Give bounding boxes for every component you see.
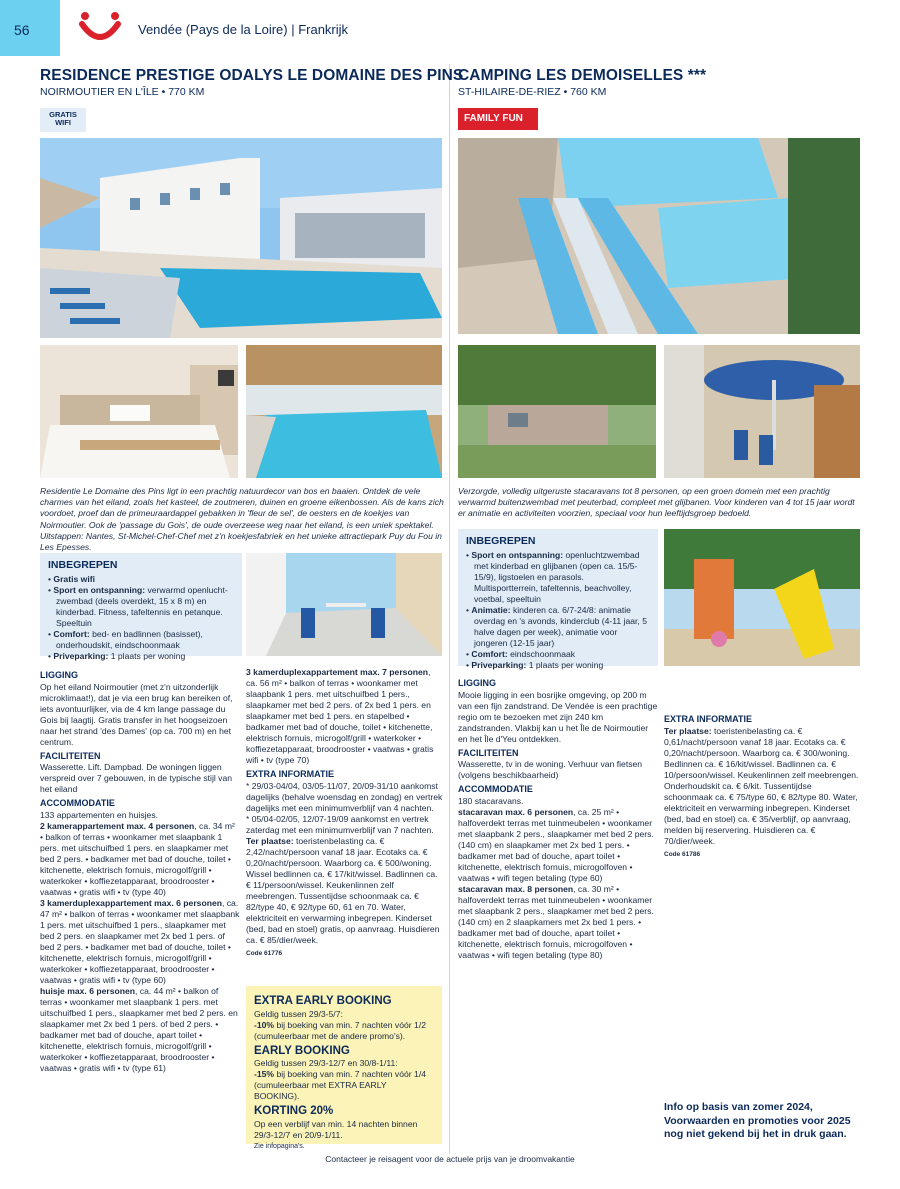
mobile-home-photo [458,345,656,478]
list-item: • Priveparking: 1 plaats per woning [466,660,650,671]
list-item: • Sport en ontspanning: verwarmd openlucht-zwembad (deels overdekt, 15 x 8 m) en kinderbad. Fitness, tafeltennis en petanque. Speeltuin [48,585,234,629]
promo-heading: KORTING 20% [254,1105,334,1118]
accommodation-item: stacaravan max. 6 personen, ca. 25 m² • halfoverdekt terras met tuinmeubelen • woonkamer met slaapbank 2 pers., slaapkamer met bed 2 pers. (140 cm) en slaapkamer met 2x bed 1 pers. • badkamer met bad of douche, apart toilet • kitchenette, elektrisch fornuis, microgolfoven • vaatwas • wifi tegen betaling (type 60) [458,806,654,883]
left-accommodatie-heading: ACCOMMODATIE [40,798,115,809]
right-ligging-text: Mooie ligging in een bosrijke omgeving, op 200 m van een fijn zandstrand. De Vendée is een prachtige regio om te bezoeken met zijn 240 km zandstranden. Vlakbij kan u het Île de Noirmoutier en het Île d'Yeu ontdekken. [458,689,658,744]
pool-photo [40,138,442,338]
left-title: RESIDENCE PRESTIGE ODALYS LE DOMAINE DES PINS [40,67,464,84]
promo-heading: EXTRA EARLY BOOKING [254,995,392,1007]
waterslide-photo [458,138,860,334]
left-ligging-heading: LIGGING [40,670,78,680]
tui-logo-icon [78,10,122,46]
left-subtitle: NOIRMOUTIER EN L'ÎLE • 770 KM [40,86,205,98]
left-extra-3: Ter plaatse: toeristenbelasting ca. € 2,42/nacht/persoon vanaf 18 jaar. Ecotaks ca. € 0,20/nacht/persoon. Waarborg ca. € 500/woning. Wissel bedlinnen ca. € 17/kit/wissel. Badlinnen ca. € 11/persoon/wissel. Keukenlinnen zelf meebrengen. Tussentijdse schoonmaak ca. € 82/type 40, € 92/type 60, 61 en 70. Water, elektriciteit en verwarming inbegrepen. Kinderset (bed, bad en stoel) gratis, op aanvraag. Huisdieren ca. € 85/dier/week. [246,835,440,945]
promo-heading: EARLY BOOKING [254,1044,350,1057]
left-faciliteiten-text: Wasserette. Lift. Dampbad. De woningen liggen verspreid over 7 gebouwen, in de typische stijl van het eiland [40,762,233,795]
left-caption: Residentie Le Domaine des Pins ligt in een prachtig natuurdecor van bos en baaien. Ontdek de vele charmes van het eiland, zoals het kasteel, de zoutmeren, duinen en groene eikenbossen. Als de kans zich voordoet, proef dan de primeuraardappel gebakken in 'fleur de sel', de oesters en de koekjes van Noirmoutier. Ook de 'passage du Gois', de oude overzeese weg naar het eiland, is een uniek spektakel. Uitstappen: Nantes, St-Michel-Chef-Chef met z'n koekjesfabriek en het unieke attractiepark Puy du Fou in Les Epesses. [40,486,444,552]
free-wifi-badge: GRATIS WIFI [40,108,86,132]
right-code: Code 61786 [664,850,701,858]
accommodation-item: 3 kamerduplexappartement max. 7 personen, ca. 56 m² • balkon of terras • woonkamer met slaapbank 1 pers. met uitschuifbed 1 pers., slaapkamer met bed 2 pers. of 2x bed 1 pers. en slaapkamer met bed 1 pers. en stapelbed • badkamer met bad of douche, toilet • kitchenette, elektrisch fornuis, microgolf/grill • waterkoker • koffiezetapparaat, broodrooster • vaatwas • gratis wifi • tv (type 70) [246,667,434,765]
family-fun-badge: FAMILY FUN [458,108,538,130]
booking-promo-box [246,986,442,1151]
footer-text: Contacteer je reisagent voor de actuele prijs van je droomvakantie [325,1154,575,1164]
right-included-panel [458,529,658,671]
right-title: CAMPING LES DEMOISELLES *** [458,67,707,84]
left-details-col2 [246,667,444,958]
left-extra-heading: EXTRA INFORMATIE [246,769,334,779]
info-note: Info op basis van zomer 2024, Voorwaarden en promoties voor 2025 nog niet gekend bij het in druk gaan. [664,1101,851,1141]
page-number: 56 [0,0,60,56]
terrace-photo [246,553,442,656]
left-details-col1 [40,667,240,1074]
region-heading: Vendée (Pays de la Loire) | Frankrijk [138,22,349,37]
right-caption: Verzorgde, volledig uitgeruste stacaravans tot 8 personen, op een groen domein met een prachtig verwarmd buitenzwembad met peuterbad, compleet met glijbanen. Voor kinderen van 4 tot 15 jaar wordt er animatie en activiteiten voorzien, speciaal voor hun leeftijdsgroep bedoeld. [458,486,855,519]
patio-umbrella-photo [664,345,860,478]
accommodation-item: huisje max. 6 personen, ca. 44 m² • balkon of terras • woonkamer met slaapbank 1 pers. met uitschuifbed 1 pers., slaapkamer met bed 2 pers. en slaapkamer met 2x bed 1 pers. of bed 2 pers. • badkamer met bad of douche, apart toilet • kitchenette, elektrisch fornuis, microgolf/grill • waterkoker • koffiezetapparaat, broodrooster • vaatwas • gratis wifi • tv (type 61) [40,985,238,1073]
accommodation-item: stacaravan max. 8 personen, ca. 30 m² • halfoverdekt terras met tuinmeubelen • woonkamer met slaapbank 2 pers., slaapkamer met bed 2 pers. (140 cm) en 2 slaapkamers met 2x bed 1 pers. • badkamer met bad of douche, apart toilet • kitchenette, elektrisch fornuis, microgolfoven • vaatwas • wifi tegen betaling (type 80) [458,883,654,960]
left-included-heading: INBEGREPEN [48,559,118,571]
left-included-panel [40,553,242,662]
list-item: • Comfort: eindschoonmaak [466,649,650,660]
right-subtitle: ST-HILAIRE-DE-RIEZ • 760 KM [458,86,607,98]
list-item: • Animatie: kinderen ca. 6/7-24/8: animatie overdag en 's avonds, kinderclub (4-11 jaar, 5 halve dagen per week), animatie voor jongeren (12-15 jaar) [466,605,650,649]
promo-note: Zie infopagina's. [254,1143,305,1151]
indoor-pool-photo [246,345,442,478]
right-details-col2 [664,711,860,859]
accommodation-item: 2 kamerappartement max. 4 personen, ca. 34 m² • balkon of terras • woonkamer met slaapbank 1 pers. met uitschuifbed 1 pers. en slaapkamer met bed 2 pers. • badkamer met bad of douche, toilet • kitchenette, elektrisch fornuis, microgolf/grill • waterkoker • koffiezetapparaat, broodrooster • vaatwas • gratis wifi • tv (type 40) [40,820,235,897]
list-item: • Comfort: bed- en badlinnen (basisset), onderhoudskit, eindschoonmaak [48,629,234,651]
left-faciliteiten-heading: FACILITEITEN [40,750,101,761]
right-extra-text: Ter plaatse: toeristenbelasting ca. € 0,61/nacht/persoon vanaf 18 jaar. Ecotaks ca. € 0,20/nacht/persoon. Waarborg ca. € 300/woning. Bedlinnen ca. € 16/kit/wissel. Badlinnen ca. € 10/persoon/wissel. Keukenlinnen zelf meebrengen. Onderhoudskit ca. € 6/kit. Tussentijdse schoonmaak ca. € 75/type 60, € 82/type 80. Water, elektriciteit en verwarming inbegrepen. Kinderset (bed, bad en stoel) ca. € 35/verblijf, op aanvraag, melden bij reservering. Huisdieren ca. € 70/dier/week. [664,725,859,846]
left-code: Code 61776 [246,949,283,957]
left-ligging-text: Op het eiland Noirmoutier (met z'n uitzonderlijk microklimaat!), dat je via een brug kan bereiken of, iets avontuurlijker, via de 4 km lange passage du Gois bij laagtij. Gratis transfer in het hoogseizoen naar het strand 'des Dames' (op ca. 700 m) en het centrum. [40,681,233,747]
list-item: • Gratis wifi [48,574,234,585]
promo-text: Geldig tussen 29/3-12/7 en 30/8-1/11: [254,1058,398,1069]
right-faciliteiten-heading: FACILITEITEN [458,747,519,758]
right-included-heading: INBEGREPEN [466,535,536,547]
promo-text: -10% bij boeking van min. 7 nachten vóór 1/2 (cumuleerbaar met de andere promo's). [254,1019,426,1041]
column-divider [449,64,450,1154]
list-item: • Sport en ontspanning: openluchtzwembad met kinderbad en glijbanen (open ca. 15/5-15/9), ligstoelen en parasols. Multisportterrein, tafeltennis, beachvolley, voetbal, speeltuin [466,550,650,605]
accommodation-item: 3 kamerduplexappartement max. 6 personen, ca. 47 m² • balkon of terras • woonkamer met slaapbank 1 pers. met uitschuifbed 1 pers., slaapkamer met bed 2 pers. en slaapkamer met 2x bed 1 pers. of bed 2 pers. • badkamer met bad of douche, toilet • kitchenette, elektrisch fornuis, microgolf/grill • waterkoker • koffiezetapparaat, broodrooster • vaatwas • gratis wifi • tv (type 60) [40,897,240,985]
promo-text: -15% bij boeking van min. 7 nachten vóór 1/4 (cumuleerbaar met EXTRA EARLY BOOKING). [254,1069,426,1102]
right-accommodatie-heading: ACCOMMODATIE [458,784,533,795]
promo-text: Op een verblijf van min. 14 nachten binnen 29/3-12/7 en 20/9-1/11. [254,1119,418,1141]
right-details-col1 [458,675,658,961]
left-accommodatie-intro: 133 appartementen en huisjes. [40,809,159,820]
bedroom-photo [40,345,238,478]
playground-photo [664,529,860,666]
right-extra-heading: EXTRA INFORMATIE [664,714,752,724]
right-faciliteiten-text: Wasserette, tv in de woning. Verhuur van fietsen (volgens beschikbaarheid) [458,759,643,781]
left-extra-1: * 29/03-04/04, 03/05-11/07, 20/09-31/10 aankomst dagelijks (behalve woensdag en zondag) en vertrek dagelijks met een minimumverblijf van 4 nachten. [246,780,443,813]
promo-text: Geldig tussen 29/3-5/7: [254,1008,343,1019]
right-accommodatie-intro: 180 stacaravans. [458,795,524,806]
list-item: • Priveparking: 1 plaats per woning [48,651,234,662]
right-ligging-heading: LIGGING [458,678,496,688]
left-extra-2: * 05/04-02/05, 12/07-19/09 aankomst en vertrek zaterdag met een minimumverblijf van 7 nachten. [246,813,434,835]
